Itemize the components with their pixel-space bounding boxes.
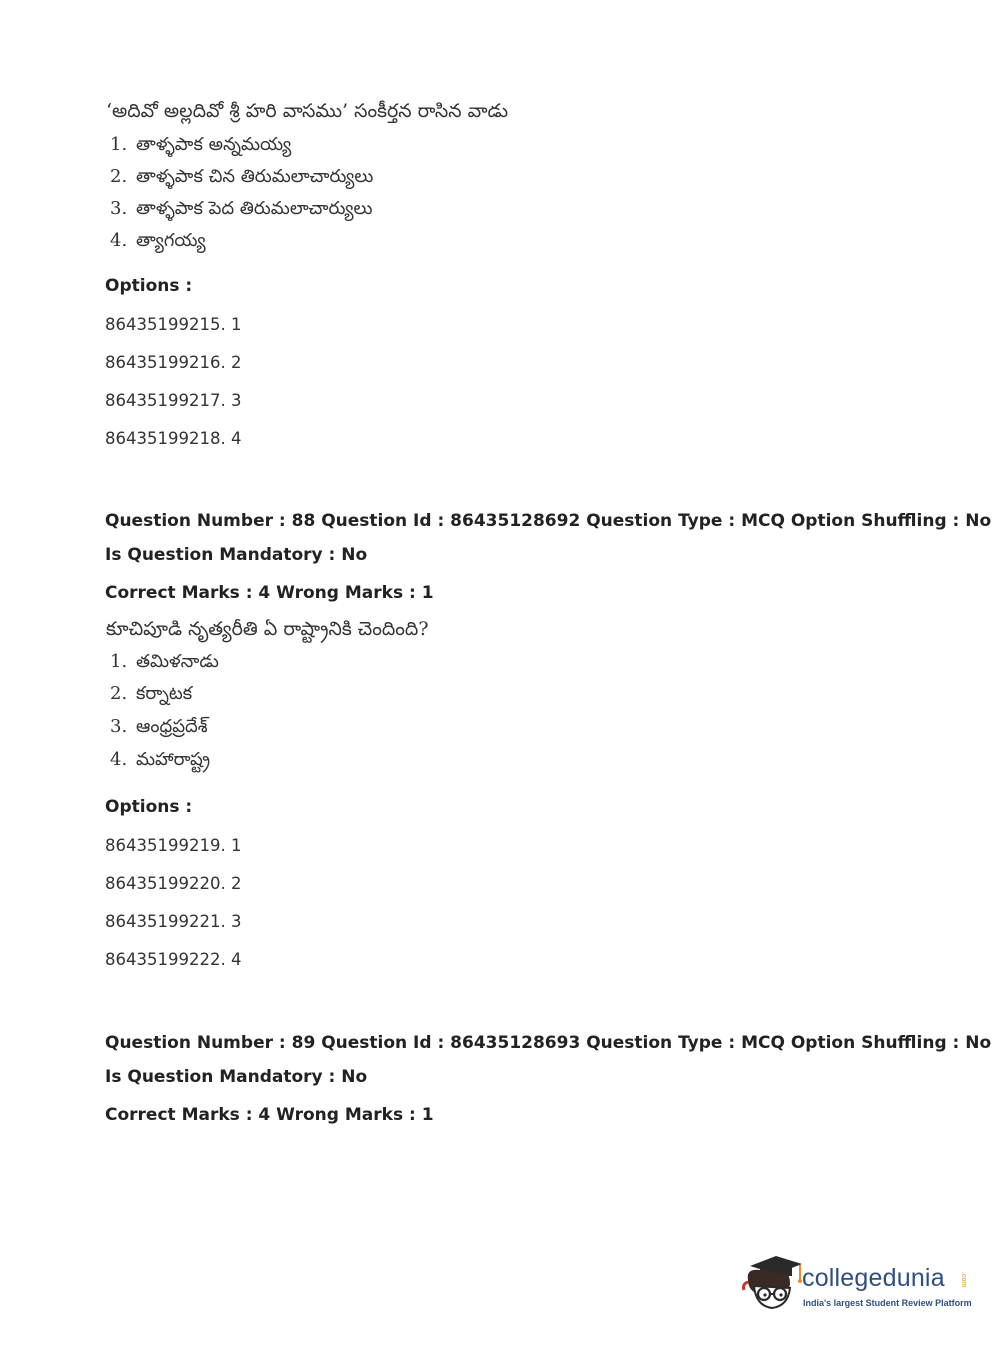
question-89-header: Question Number : 89 Question Id : 86435128693 Question Type : MCQ Option Shuffling : No bbox=[105, 1033, 992, 1053]
question-89-marks: Correct Marks : 4 Wrong Marks : 1 bbox=[105, 1105, 434, 1125]
choice-number: 1. bbox=[110, 134, 128, 155]
choice-number: 4. bbox=[110, 749, 128, 770]
choice-number: 4. bbox=[110, 230, 128, 251]
question-87-choice-4 bbox=[110, 230, 206, 255]
question-88-choice-1 bbox=[110, 651, 219, 676]
mascot-icon bbox=[740, 1250, 802, 1312]
question-88-header: Question Number : 88 Question Id : 86435128692 Question Type : MCQ Option Shuffling : No bbox=[105, 511, 992, 531]
question-87-option-3: 86435199217. 3 bbox=[105, 391, 242, 410]
question-88-option-2: 86435199220. 2 bbox=[105, 874, 242, 893]
logo-suffix: .com bbox=[960, 1272, 967, 1288]
question-88-option-4: 86435199222. 4 bbox=[105, 950, 242, 969]
question-88-choice-2 bbox=[110, 683, 192, 708]
question-88-stem: కూచిపూడి నృత్యరీతి ఏ రాష్ట్రానికి చెందింది? bbox=[106, 618, 429, 640]
choice-text: మహారాష్ట్ర bbox=[136, 749, 211, 770]
choice-text: తమిళనాడు bbox=[136, 651, 219, 672]
question-87-option-4: 86435199218. 4 bbox=[105, 429, 242, 448]
choice-number: 2. bbox=[110, 683, 128, 704]
question-87-choice-1 bbox=[110, 134, 291, 159]
choice-number: 1. bbox=[110, 651, 128, 672]
question-87-choice-3 bbox=[110, 198, 372, 223]
choice-text: తాళ్ళపాక పెద తిరుమలాచార్యులు bbox=[136, 198, 373, 219]
question-87-option-2: 86435199216. 2 bbox=[105, 353, 242, 372]
question-87-options-label: Options : bbox=[105, 276, 193, 296]
logo-name: collegedunia bbox=[802, 1264, 945, 1292]
choice-number: 3. bbox=[110, 716, 128, 737]
question-87-option-1: 86435199215. 1 bbox=[105, 315, 242, 334]
choice-text: కర్నాటక bbox=[136, 683, 193, 704]
question-88-choice-3 bbox=[110, 716, 208, 741]
question-89-mandatory: Is Question Mandatory : No bbox=[105, 1067, 368, 1087]
collegedunia-logo bbox=[740, 1248, 970, 1318]
choice-text: తాళ్ళపాక చిన తిరుమలాచార్యులు bbox=[136, 166, 374, 187]
question-88-option-1: 86435199219. 1 bbox=[105, 836, 242, 855]
choice-text: త్యాగయ్య bbox=[136, 230, 206, 251]
question-87-choice-2 bbox=[110, 166, 373, 191]
choice-text: తాళ్ళపాక అన్నమయ్య bbox=[136, 134, 292, 155]
choice-number: 2. bbox=[110, 166, 128, 187]
question-88-option-3: 86435199221. 3 bbox=[105, 912, 242, 931]
choice-text: ఆంధ్రప్రదేశ్ bbox=[136, 716, 208, 737]
question-88-mandatory: Is Question Mandatory : No bbox=[105, 545, 368, 565]
question-88-options-label: Options : bbox=[105, 797, 193, 817]
logo-tagline: India's largest Student Review Platform bbox=[803, 1298, 972, 1308]
question-88-choice-4 bbox=[110, 749, 210, 774]
choice-number: 3. bbox=[110, 198, 128, 219]
question-87-stem: ‘అదివో అల్లదివో శ్రీ హరి వాసము’ సంకీర్తన రాసిన వాడు bbox=[106, 100, 509, 122]
question-88-marks: Correct Marks : 4 Wrong Marks : 1 bbox=[105, 583, 434, 603]
